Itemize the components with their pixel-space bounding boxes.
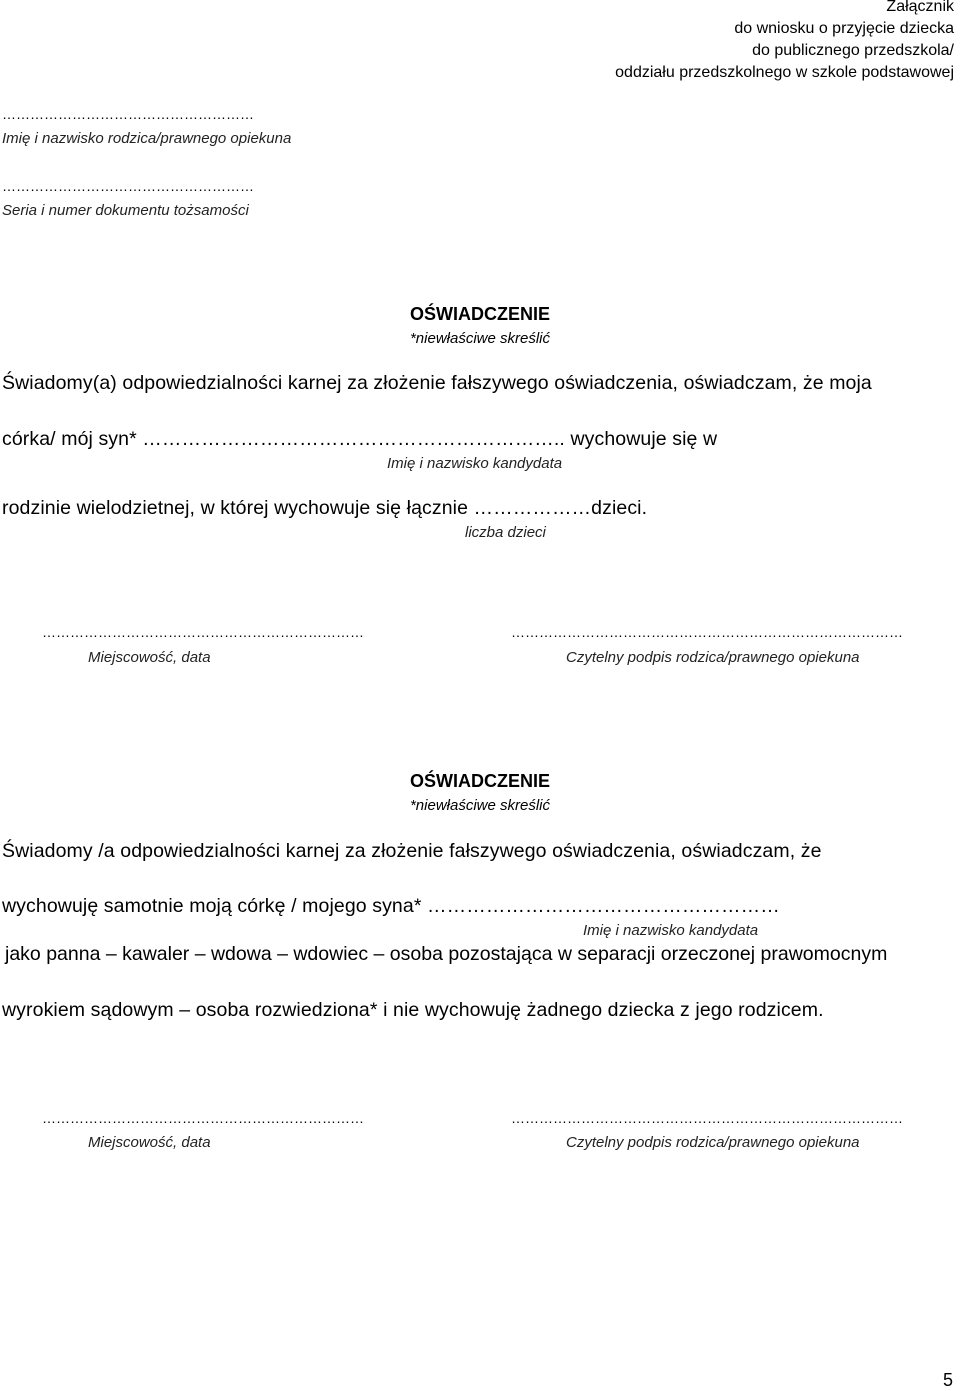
signature-caption-2: Czytelny podpis rodzica/prawnego opiekuna [566,1134,860,1151]
page-number: 5 [943,1370,954,1390]
place-date-field-2[interactable]: …………………………………………………………… [42,1110,364,1126]
attachment-label: Załącznik [886,0,954,15]
statement-1-line-1: Świadomy(a) odpowiedzialności karnej za złożenie fałszywego oświadczenia, oświadczam, że moja [2,372,872,394]
statement-1-subtitle: *niewłaściwe skreślić [409,330,551,347]
parent-name-caption: Imię i nazwisko rodzica/prawnego opiekuna [2,130,292,147]
candidate-name-caption-2: Imię i nazwisko kandydata [583,922,759,939]
statement-1-title: OŚWIADCZENIE [409,304,550,324]
statement-2-line-1: Świadomy /a odpowiedzialności karnej za złożenie fałszywego oświadczenia, oświadczam, że [2,840,822,862]
attachment-line-3: do publicznego przedszkola/ [752,42,954,59]
signature-field[interactable]: ………………………………………………………………………… [511,624,903,640]
statement-2-line-3: jako panna – kawaler – wdowa – wdowiec – osoba pozostająca w separacji orzeczonej prawomocnym [5,943,888,965]
parent-name-field[interactable]: ……………………………………………… [2,106,254,122]
statement-2-line-2: wychowuję samotnie moją córkę / mojego syna* ……………………………………………… [2,895,780,917]
statement-2-subtitle: *niewłaściwe skreślić [409,797,551,814]
candidate-name-caption: Imię i nazwisko kandydata [387,455,563,472]
attachment-line-4: oddziału przedszkolnego w szkole podstawowej [615,64,954,81]
id-document-field[interactable]: ……………………………………………… [2,178,254,194]
statement-1-line-3: rodzinie wielodzietnej, w której wychowuje się łącznie ………………dzieci. [2,497,648,519]
place-date-caption: Miejscowość, data [88,649,211,666]
statement-1-line-2: córka/ mój syn* ……………………………………………………….. wychowuje się w [2,428,718,450]
statement-2-line-4: wyrokiem sądowym – osoba rozwiedziona* i nie wychowuję żadnego dziecka z jego rodzicem. [2,999,824,1021]
signature-field-2[interactable]: ………………………………………………………………………… [511,1110,903,1126]
statement-2-title: OŚWIADCZENIE [409,771,550,791]
id-document-caption: Seria i numer dokumentu tożsamości [2,202,249,219]
place-date-field[interactable]: …………………………………………………………… [42,624,364,640]
place-date-caption-2: Miejscowość, data [88,1134,211,1151]
children-count-caption: liczba dzieci [465,524,546,541]
attachment-line-2: do wniosku o przyjęcie dziecka [734,20,954,37]
signature-caption: Czytelny podpis rodzica/prawnego opiekuna [566,649,860,666]
